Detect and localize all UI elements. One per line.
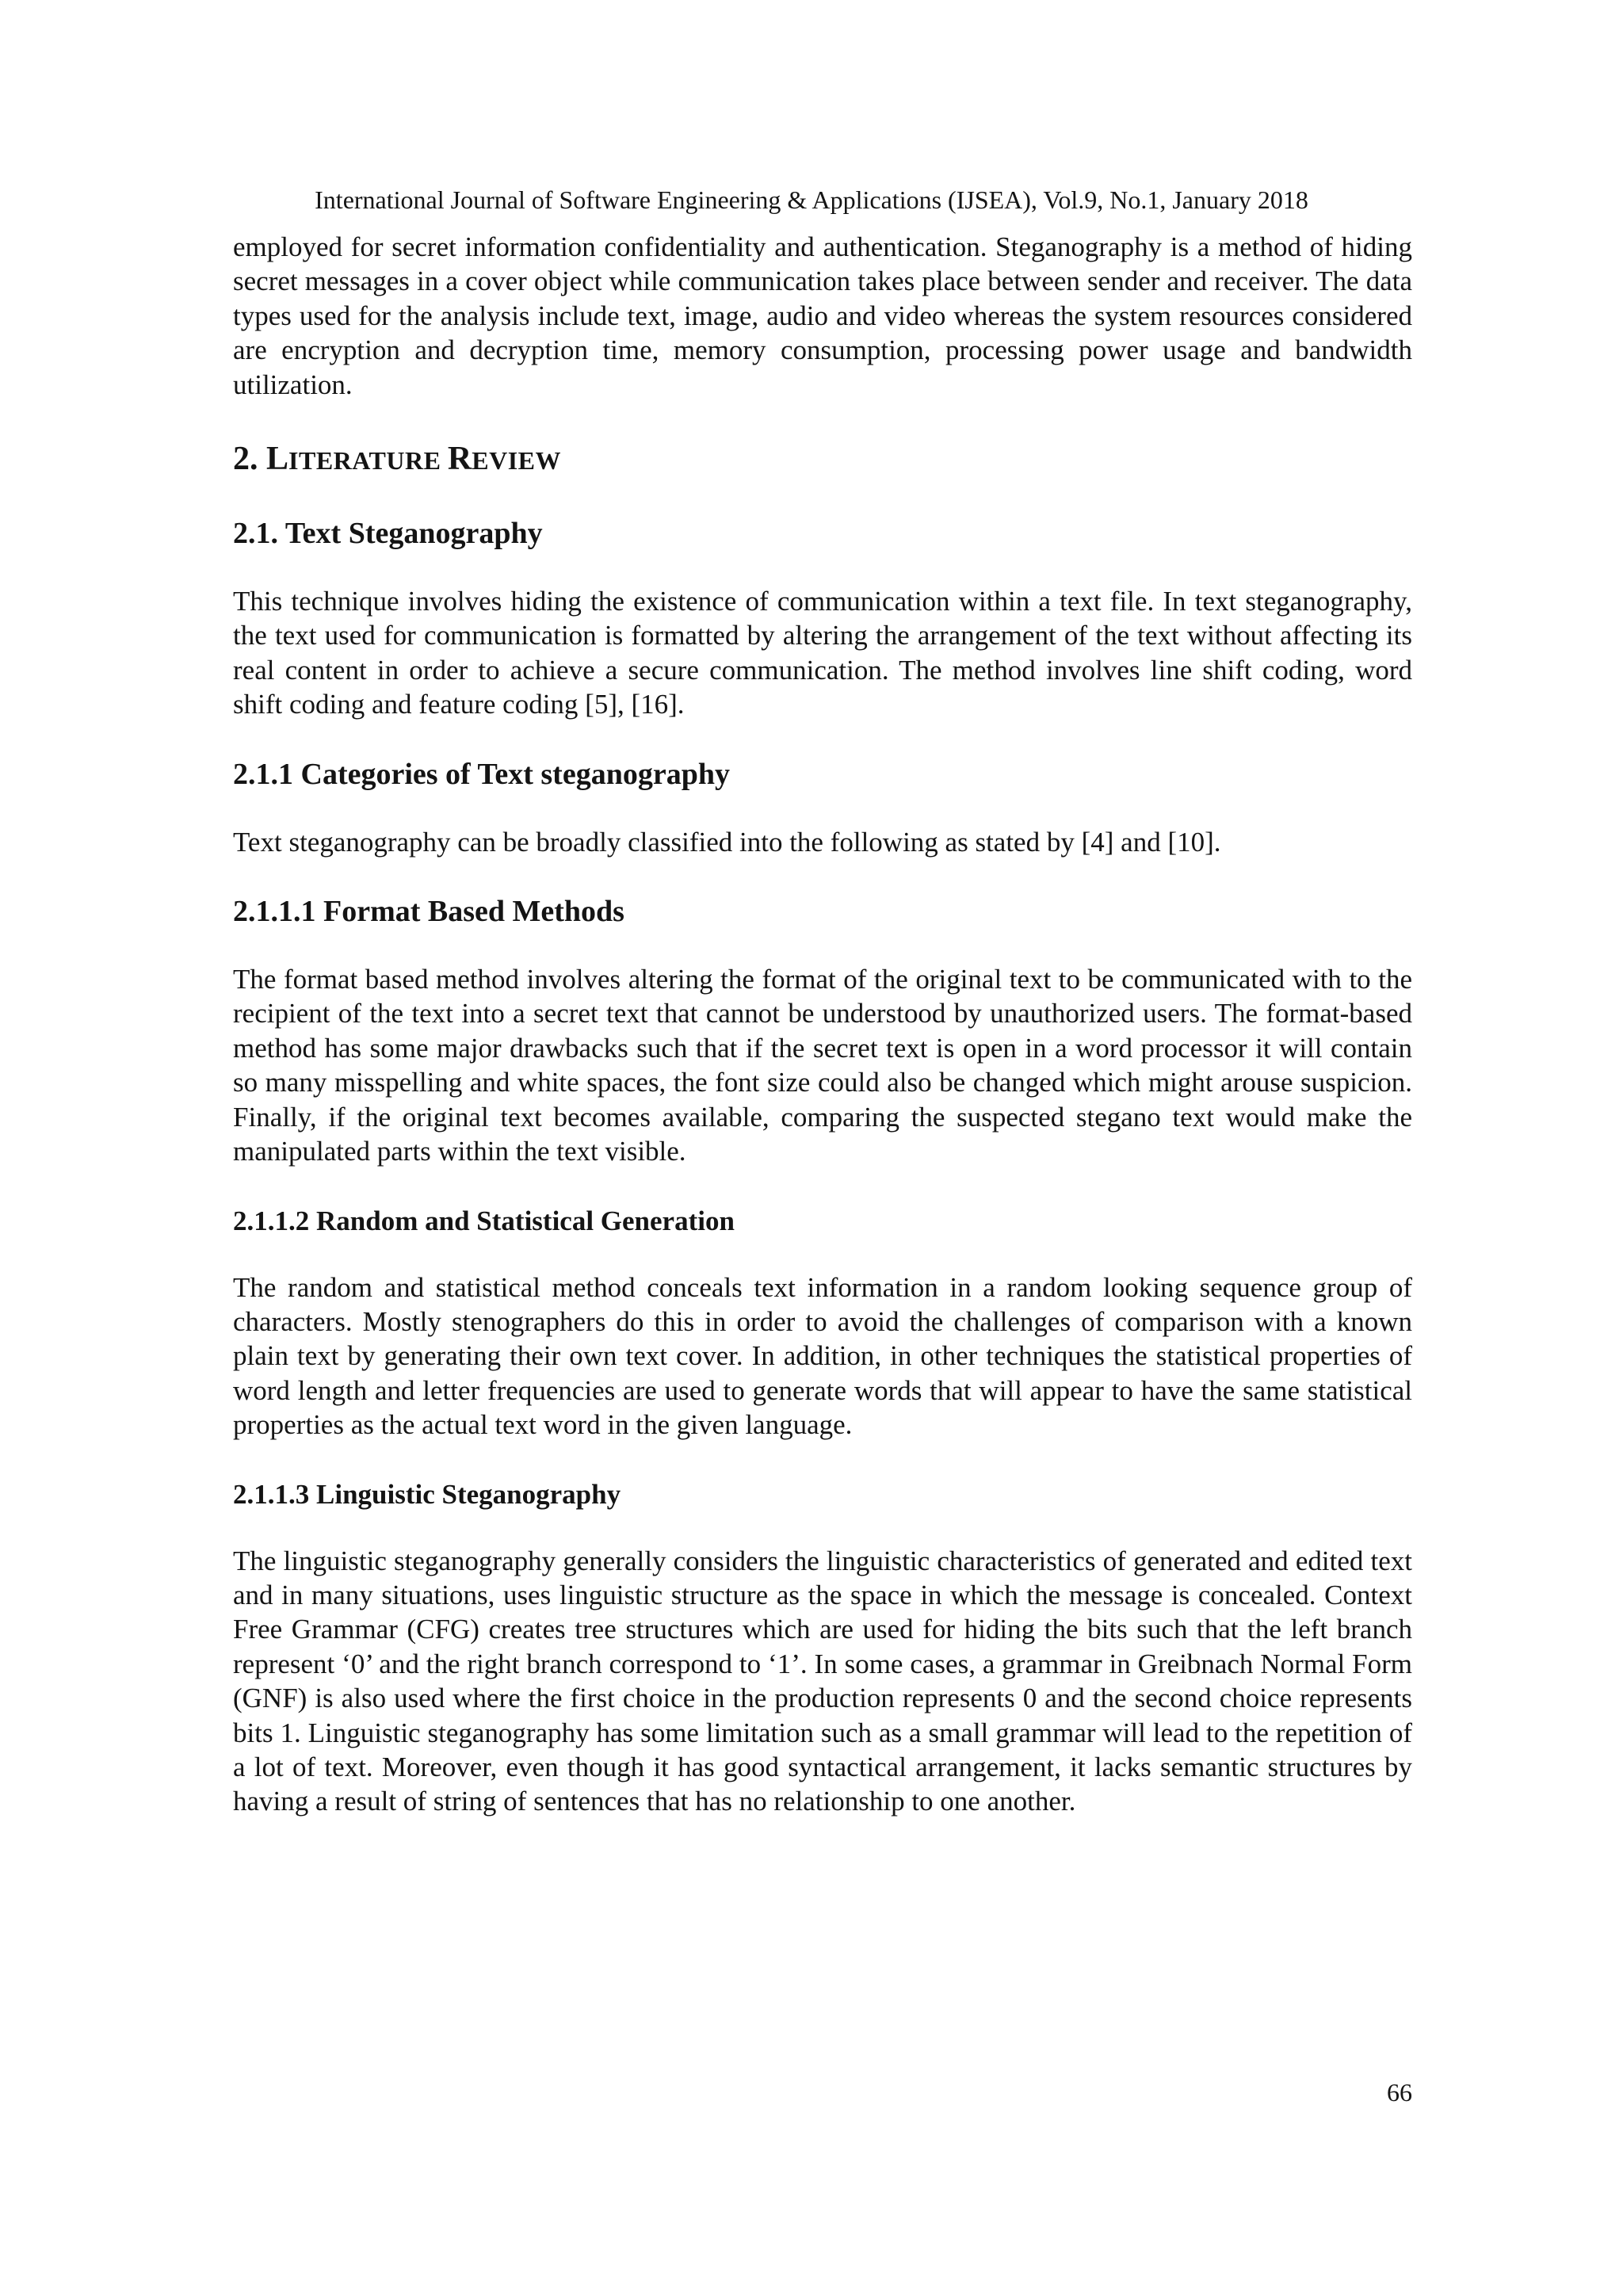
section-2-title-smallcaps-1: ITERATURE: [288, 446, 448, 476]
section-2-1-1-heading: 2.1.1 Categories of Text steganography: [233, 757, 730, 791]
section-2-1-paragraph: This technique involves hiding the existence of communication within a text file. In text steganography, the text used for communication is formatted by altering the arrangement of the text without affecting its real content in order to achieve a secure communication. The method involves line shift coding, word shift coding and feature coding [5], [16].: [233, 586, 1412, 720]
page-number: 66: [1387, 2078, 1412, 2107]
section-2-1-1-3-heading: 2.1.1.3 Linguistic Steganography: [233, 1478, 621, 1510]
section-2-1-heading: 2.1. Text Steganography: [233, 517, 543, 551]
section-2-number: 2.: [233, 441, 266, 478]
running-header: International Journal of Software Engineering & Applications (IJSEA), Vol.9, No.1, January 2018: [315, 185, 1308, 214]
section-2-1-1-paragraph: Text steganography can be broadly classified into the following as stated by [4] and [10].: [233, 826, 1221, 858]
section-2-title-initial-2: R: [447, 441, 472, 478]
page-content: [233, 230, 1412, 1819]
section-2-title-smallcaps-2: EVIEW: [472, 446, 561, 476]
section-2-1-1-3-paragraph: The linguistic steganography generally considers the linguistic characteristics of generated and edited text and in many situations, uses linguistic structure as the space in which the message is concealed. Context Free Grammar (CFG) creates tree structures which are used for hiding the bits such that the left branch represent ‘0’ and the right branch correspond to ‘1’. In some cases, a grammar in Greibnach Normal Form (GNF) is also used where the first choice in the production represents 0 and the second choice represents bits 1. Linguistic steganography has some limitation such as a small grammar will lead to the repetition of a lot of text. Moreover, even though it has good syntactical arrangement, it lacks semantic structures by having a result of string of sentences that has no relationship to one another.: [233, 1545, 1412, 1817]
section-2-title-initial-1: L: [266, 441, 289, 478]
intro-paragraph: employed for secret information confidentiality and authentication. Steganography is a method of hiding secret messages in a cover object while communication takes place between sender and receiver. The data types used for the analysis include text, image, audio and video whereas the system resources considered are encryption and decryption time, memory consumption, processing power usage and bandwidth utilization.: [233, 231, 1412, 400]
section-2-1-1-1-paragraph: The format based method involves altering the format of the original text to be communicated with to the recipient of the text into a secret text that cannot be understood by unauthorized users. The format-based method has some major drawbacks such that if the secret text is open in a word processor it will contain so many misspelling and white spaces, the font size could also be changed which might arouse suspicion. Finally, if the original text becomes available, comparing the suspected stegano text would make the manipulated parts within the text visible.: [233, 964, 1412, 1167]
section-2-1-1-1-heading: 2.1.1.1 Format Based Methods: [233, 895, 624, 929]
section-2-1-1-2-heading: 2.1.1.2 Random and Statistical Generation: [233, 1205, 735, 1236]
section-2-heading: [233, 438, 1412, 481]
section-2-1-1-2-paragraph: The random and statistical method conceals text information in a random looking sequence group of characters. Mostly stenographers do this in order to avoid the challenges of comparison with a known plain text by generating their own text cover. In addition, in other techniques the statistical properties of word length and letter frequencies are used to generate words that will appear to have the same statistical properties as the actual text word in the given language.: [233, 1271, 1412, 1441]
